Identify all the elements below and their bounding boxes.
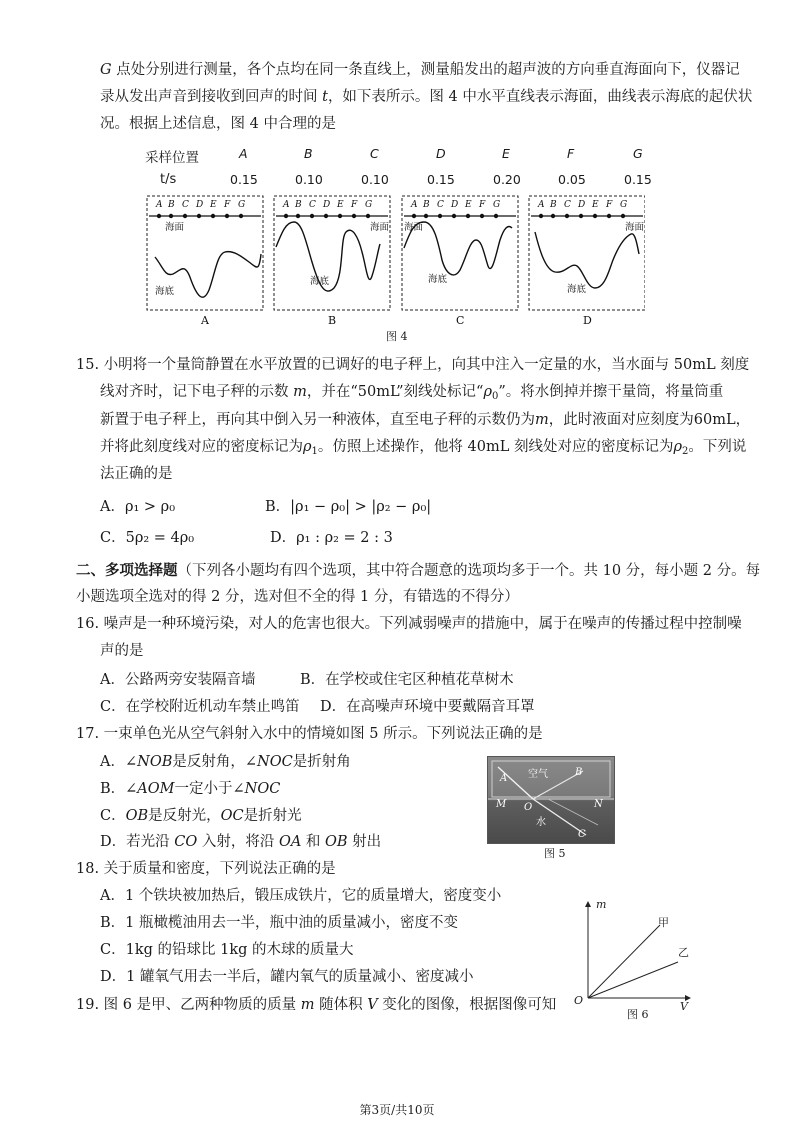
figure-6 [568,890,698,1010]
q19-stem: 19. 图 6 是甲、乙两种物质的质量 m 随体积 V 变化的图像，根据图像可知 [76,997,557,1013]
fig6-line-jia [588,925,660,998]
figure-4-panel-C [402,196,518,327]
fig5-label-a: A [500,773,508,784]
table-position-F: F [567,146,575,161]
sample-point-G [366,214,370,218]
sample-letter-F: F [606,200,613,210]
table-position-D: D [436,146,446,161]
sample-letter-E: E [465,200,472,210]
sea-label: 海面 [370,222,390,233]
q15-option-d: D．ρ₁ : ρ₂ = 2 : 3 [270,530,393,546]
seabed-label: 海底 [155,286,175,297]
sample-point-E [466,214,470,218]
q18-option-a: A．1 个铁块被加热后，锻压成铁片，它的质量增大，密度变小 [100,888,502,904]
sample-point-G [621,214,625,218]
sample-point-F [225,214,229,218]
q18-option-c: C．1kg 的铅球比 1kg 的木球的质量大 [100,942,354,958]
section-2-line-1: 二、多项选择题（下列各小题均有四个选项，其中符合题意的选项均多于一个。共 10 分，每小题 2 分。每 [76,562,761,579]
q18-option-d: D．1 罐氧气用去一半后，罐内氧气的质量减小、密度减小 [100,969,474,985]
q15-line-3: 新置于电子秤上，再向其中倒入另一种液体，直至电子秤的示数仍为m，此时液面对应刻度为60mL， [100,412,751,428]
sample-letter-E: E [592,200,599,210]
panel-option-B: B [328,314,337,327]
sample-point-E [338,214,342,218]
q15-line-4: 并将此刻度线对应的密度标记为$\rho_1$。仿照上述操作，他将 40mL 刻线处对应的密度标记为$\rho_2$。下列说 [100,439,747,457]
q17-option-c: C．OB是反射光，OC是折射光 [100,808,302,824]
sample-point-B [551,214,555,218]
q17-stem: 17. 一束单色光从空气斜射入水中的情境如图 5 所示。下列说法正确的是 [76,726,543,742]
sample-letter-E: E [337,200,344,210]
panel-option-A: A [201,314,209,327]
q17-option-a: A．∠NOB是反射角，∠NOC是折射角 [100,754,351,770]
sample-letter-A: A [156,200,163,210]
sample-letter-B: B [295,200,302,210]
sample-point-B [169,214,173,218]
seabed-curve [535,232,639,288]
figure-5-caption: 图 5 [544,847,566,860]
fig5-label-m: M [496,799,507,810]
figure-4 [145,192,645,332]
q15-line-5: 法正确的是 [100,466,173,482]
seabed-label: 海底 [428,274,448,285]
sample-letter-D: D [578,200,586,210]
fig5-label-b: B [575,767,583,778]
fig6-origin: O [574,994,584,1007]
sample-letter-D: D [196,200,204,210]
panel-border [402,196,518,310]
q15-option-c: C．5ρ₂ = 4ρ₀ [100,530,195,546]
sample-letter-F: F [351,200,358,210]
sample-letter-G: G [238,200,246,210]
table-time-E: 0.20 [493,172,521,187]
sea-label: 海面 [625,222,645,233]
table-time-A: 0.15 [230,172,258,187]
sample-table-row2-label: t/s [160,172,177,187]
fig5-label-o: O [524,802,533,813]
q16-line-2: 声的是 [100,643,144,659]
sea-label: 海面 [404,222,424,233]
sample-point-B [296,214,300,218]
sample-point-D [197,214,201,218]
table-position-A: A [239,146,248,161]
sample-point-C [183,214,187,218]
sample-point-C [438,214,442,218]
sample-letter-A: A [411,200,418,210]
q15-option-b: B．|ρ₁ − ρ₀| > |ρ₂ − ρ₀| [265,499,432,515]
sample-point-F [607,214,611,218]
figure-5-photo [487,756,615,844]
table-time-D: 0.15 [427,172,455,187]
q15-line-2: 线对齐时，记下电子秤的示数 m，并在“50mL”刻线处标记“$\rho_0$”。将水倒掉并擦干量筒，将量筒重 [100,384,724,402]
fig6-x-label: V [680,1000,688,1010]
fig6-label-yi: 乙 [678,946,689,959]
figure-4-caption: 图 4 [386,330,408,343]
panel-border [274,196,390,310]
sample-letter-E: E [210,200,217,210]
table-position-E: E [502,146,510,161]
figure-4-panel-A [147,196,263,327]
sample-point-F [352,214,356,218]
sample-table-row1-label: 采样位置 [145,150,199,166]
table-time-G: 0.15 [624,172,652,187]
sample-letter-B: B [550,200,557,210]
section-2-line-2: 小题选项全选对的得 2 分，选对但不全的得 1 分，有错选的不得分） [76,589,519,605]
table-position-B: B [304,146,313,161]
q15-option-a: A．ρ₁ > ρ₀ [100,499,176,515]
sample-letter-B: B [168,200,175,210]
sample-letter-A: A [283,200,290,210]
sample-point-C [565,214,569,218]
q16-option-b: B．在学校或住宅区种植花草树木 [300,672,514,688]
q16-line-1: 16. 噪声是一种环境污染，对人的危害也很大。下列减弱噪声的措施中，属于在噪声的传播过程中控制噪 [76,616,742,632]
sample-point-D [579,214,583,218]
seabed-label: 海底 [310,276,330,287]
sample-letter-F: F [224,200,231,210]
figure-4-panel-B [274,196,390,327]
q14-line-2: 录从发出声音到接收到回声的时间 t，如下表所示。图 4 中水平直线表示海面，曲线表示海底的起伏状 [100,89,753,105]
q16-option-c: C．在学校附近机动车禁止鸣笛 [100,699,300,715]
fig5-label-c: C [578,829,586,840]
sample-letter-G: G [365,200,373,210]
sample-letter-B: B [423,200,430,210]
q18-option-b: B．1 瓶橄榄油用去一半，瓶中油的质量减小，密度不变 [100,915,458,931]
sample-point-A [157,214,161,218]
table-time-C: 0.10 [361,172,389,187]
sample-letter-A: A [538,200,545,210]
table-time-B: 0.10 [295,172,323,187]
q14-line-1: G 点处分别进行测量，各个点均在同一条直线上，测量船发出的超声波的方向垂直海面向下，仪器记 [100,62,740,78]
q18-stem: 18. 关于质量和密度，下列说法正确的是 [76,861,336,877]
sample-point-G [239,214,243,218]
panel-option-D: D [583,314,592,327]
sample-point-D [452,214,456,218]
fig5-label-n: N [594,799,603,810]
sample-letter-C: C [437,200,444,210]
figure-6-caption: 图 6 [627,1008,649,1021]
panel-option-C: C [456,314,465,327]
sample-point-A [539,214,543,218]
seabed-label: 海底 [567,284,587,295]
q16-option-d: D．在高噪声环境中要戴隔音耳罩 [320,699,535,715]
sample-point-E [593,214,597,218]
fig5-label-air: 空气 [528,769,548,780]
figure-4-panel-D [529,196,645,327]
sample-point-G [494,214,498,218]
figure-5-rays [488,757,614,843]
q15-line-1: 15. 小明将一个量筒静置在水平放置的已调好的电子秤上，向其中注入一定量的水，当水面与 50mL 刻度 [76,357,750,373]
sample-point-D [324,214,328,218]
table-position-G: G [633,146,643,161]
sample-letter-D: D [451,200,459,210]
page-footer: 第3页/共10页 [359,1103,435,1117]
sample-point-E [211,214,215,218]
sample-point-A [412,214,416,218]
q16-option-a: A．公路两旁安装隔音墙 [100,672,256,688]
sample-letter-G: G [493,200,501,210]
sea-label: 海面 [165,222,185,233]
q17-option-d: D．若光沿 CO 入射，将沿 OA 和 OB 射出 [100,834,382,850]
q17-option-b: B．∠AOM一定小于∠NOC [100,781,281,797]
sample-letter-G: G [620,200,628,210]
sample-point-C [310,214,314,218]
table-time-F: 0.05 [558,172,586,187]
sample-point-B [424,214,428,218]
sample-point-F [480,214,484,218]
sample-letter-C: C [564,200,571,210]
fig5-label-water: 水 [536,817,546,828]
sample-letter-F: F [479,200,486,210]
fig6-label-jia: 甲 [658,916,669,929]
sample-point-A [284,214,288,218]
fig6-line-yi [588,962,678,998]
sample-letter-C: C [309,200,316,210]
sample-letter-C: C [182,200,189,210]
q14-line-3: 况。根据上述信息，图 4 中合理的是 [100,116,336,132]
table-position-C: C [370,146,379,161]
panel-border [529,196,645,310]
sample-letter-D: D [323,200,331,210]
fig6-y-label: m [596,898,607,911]
